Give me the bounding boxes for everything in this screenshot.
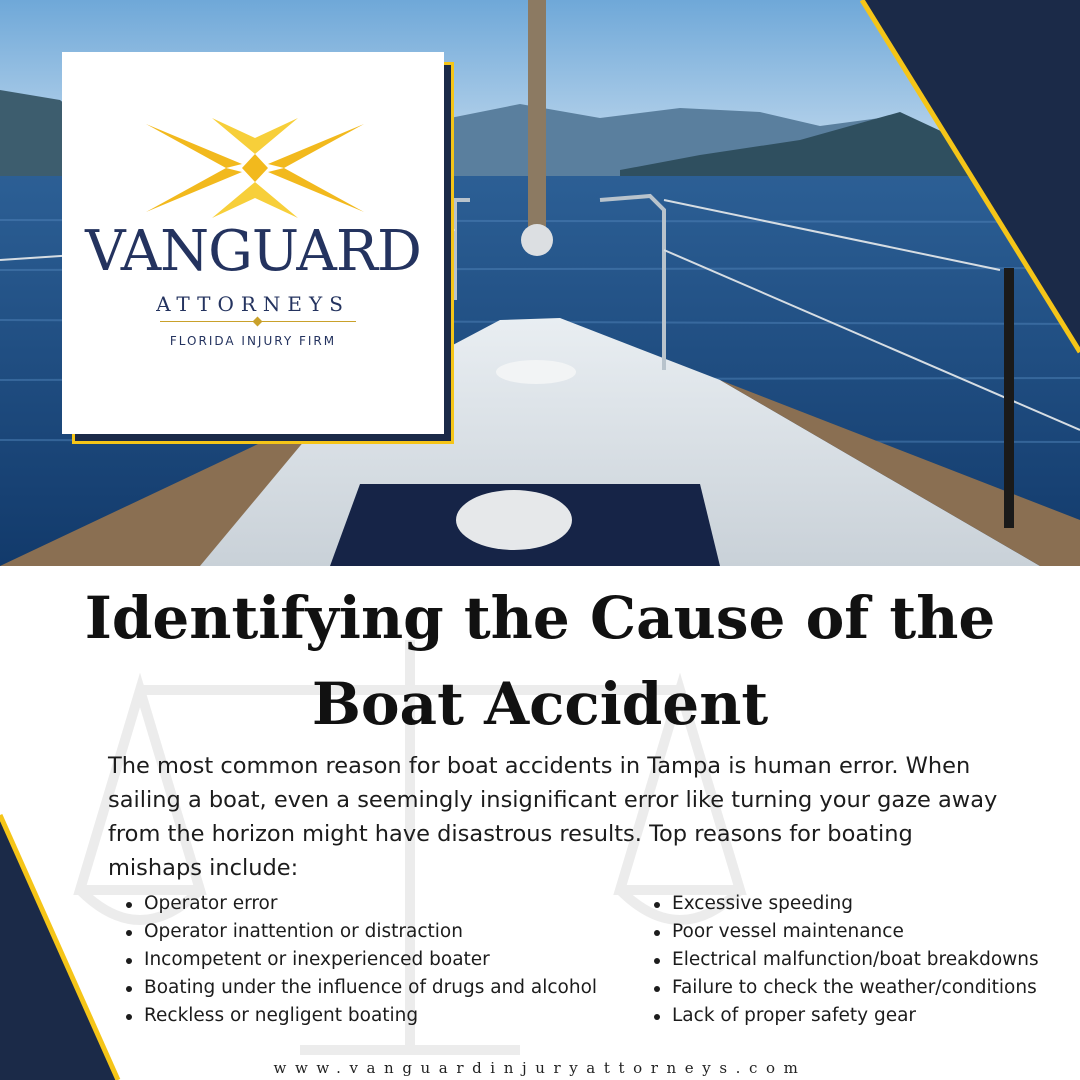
list-item: Operator inattention or distraction — [124, 918, 597, 946]
page-title — [40, 575, 1040, 747]
list-item: Electrical malfunction/boat breakdowns — [652, 946, 1039, 974]
list-item: Operator error — [124, 890, 597, 918]
brand-name: VANGUARD — [85, 219, 421, 284]
page-title-line-1: Identifying the Cause of the — [84, 584, 996, 652]
vanguard-x-logo-icon — [146, 118, 364, 218]
logo-card-face — [62, 52, 444, 434]
list-item: Incompetent or inexperienced boater — [124, 946, 597, 974]
list-item: Failure to check the weather/conditions — [652, 974, 1039, 1002]
reasons-list-right — [652, 890, 1039, 1030]
logo-card — [62, 52, 454, 444]
reasons-list-left — [124, 890, 597, 1030]
brand-sub: ATTORNEYS — [156, 292, 350, 316]
list-item: Excessive speeding — [652, 890, 1039, 918]
page-title-line-2: Boat Accident — [311, 670, 769, 738]
website-url[interactable]: www.vanguardinjuryattorneys.com — [273, 1059, 807, 1077]
intro-paragraph: The most common reason for boat accidents in Tampa is human error. When sailing a boat, even a seemingly insignificant error like turning your gaze away from the horizon might have disastrous results. Top reasons for boating mishaps include: — [108, 753, 998, 881]
list-item: Poor vessel maintenance — [652, 918, 1039, 946]
list-item: Boating under the influence of drugs and alcohol — [124, 974, 597, 1002]
list-item: Reckless or negligent boating — [124, 1002, 597, 1030]
brand-tagline: FLORIDA INJURY FIRM — [169, 334, 337, 348]
brand-diamond-icon — [253, 317, 263, 327]
list-item: Lack of proper safety gear — [652, 1002, 1039, 1030]
